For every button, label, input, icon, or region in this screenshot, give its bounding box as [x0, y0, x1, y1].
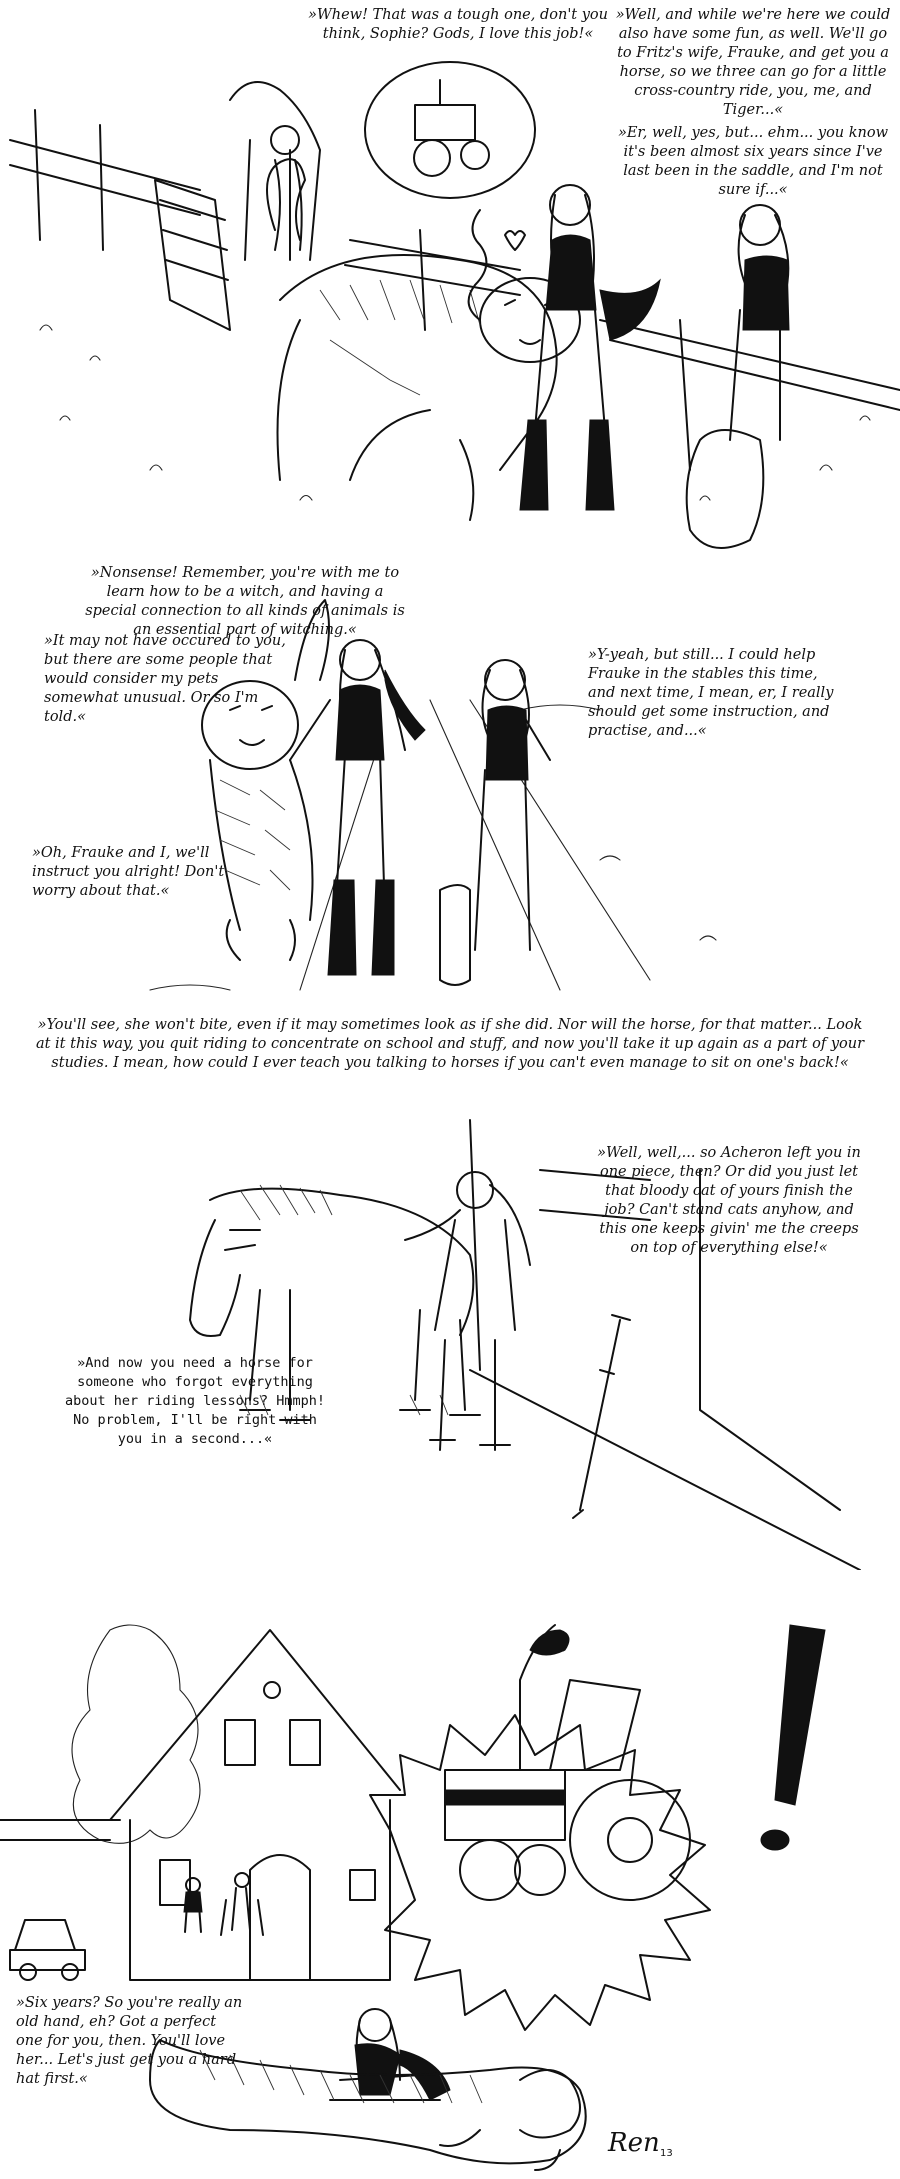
caption-panel2-a: »Nonsense! Remember, you're with me to learn how to be a witch, and having a special connection to all kinds of animals is an essential part of witching.«: [85, 565, 405, 638]
caption-panel2-b: »It may not have occured to you, but there are some people that would consider my pets somewhat unusual. Or so I'm told.«: [44, 633, 286, 725]
exclamation-icon: [761, 1625, 825, 1850]
caption-panel4-a: »Six years? So you're really an old hand, eh? Got a perfect one for you, then. You'll love her... Let's just get you a hard hat first.«: [16, 1995, 243, 2087]
panel-1: [0, 0, 900, 560]
caption-panel1-c: »Er, well, yes, but... ehm... you know it's been almost six years since I've last been in the saddle, and I'm not sure if...«: [617, 125, 889, 198]
panel-3: [0, 1110, 900, 1570]
tractor-icon-big: [445, 1625, 690, 1900]
caption-panel2-c: »Y-yeah, but still... I could help Frauke in the stables this time, and next time, I mean, er, I really should get some instruction, and practise, and...«: [588, 647, 834, 739]
artist-signature: Ren: [608, 2128, 660, 2158]
caption-panel2-d: »Oh, Frauke and I, we'll instruct you alright! Don't worry about that.«: [32, 845, 225, 899]
signature-year: 13: [660, 2148, 673, 2159]
panel-4: [0, 1570, 900, 2179]
caption-panel1-b: »Well, and while we're here we could also have some fun, as well. We'll go to Fritz's wife, Frauke, and get you a horse, so we three can go for a little cross-country ride, you, me, and Tiger...«: [615, 7, 891, 118]
caption-panel3-a: »Well, well,... so Acheron left you in one piece, then? Or did you just let that bloody cat of yours finish the job? Can't stand cats anyhow, and this one keeps givin' me the creeps on top of everything else!«: [597, 1145, 861, 1256]
panel-2: [0, 560, 900, 1110]
caption-panel3-b: »And now you need a horse for someone who forgot everything about her riding lessons? Hmmph! No problem, I'll be right with you in a second...«: [64, 1355, 326, 1447]
heart-icon: [505, 231, 525, 250]
caption-panel2-e: »You'll see, she won't bite, even if it may sometimes look as if she did. Nor will the horse, for that matter... Look at it this way, you quit riding to concentrate on school and stuff, and now you'll take it up again as a part of your studies. I mean, how could I ever teach you talking to horses if you can't even manage to sit on one's back!«: [35, 1017, 865, 1071]
caption-panel1-a: »Whew! That was a tough one, don't you think, Sophie? Gods, I love this job!«: [307, 7, 609, 42]
